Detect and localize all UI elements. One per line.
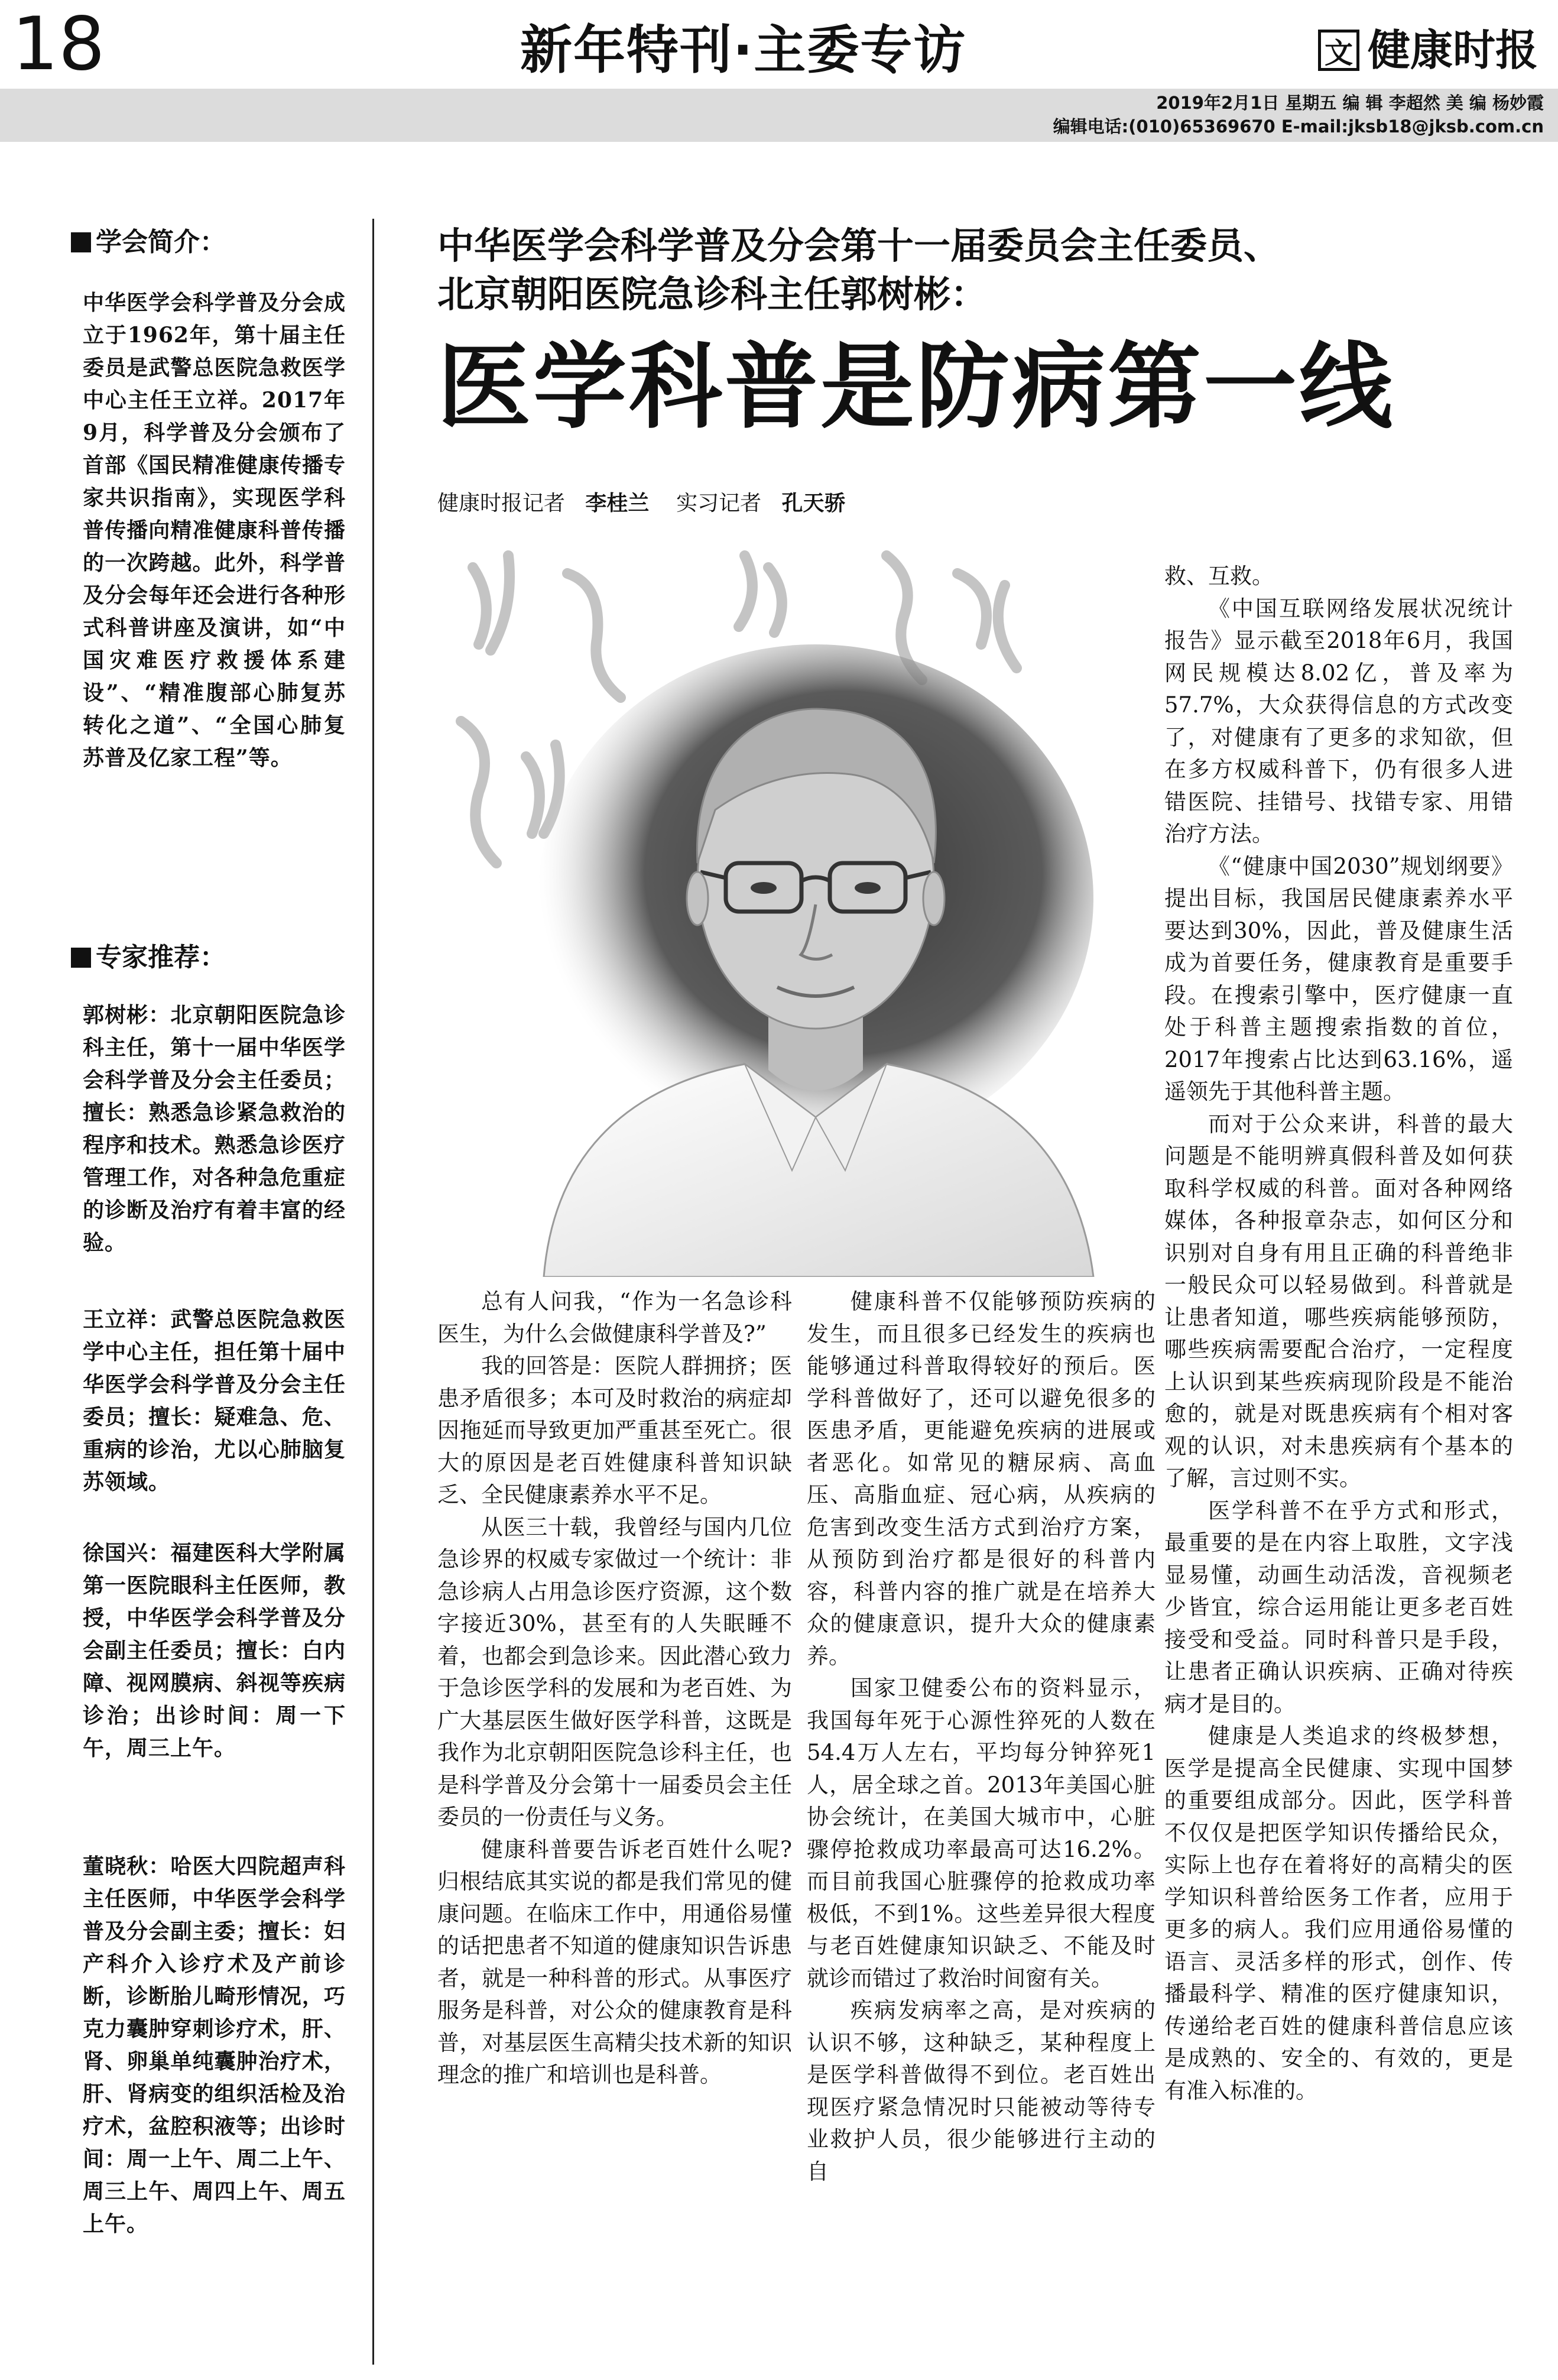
article-paragraph: 健康科普不仅能够预防疾病的发生，而且很多已经发生的疾病也能够通过科普取得较好的预后。医学科普做好了，还可以避免很多的医患矛盾，更能避免疾病的进展或者恶化。如常见的糖尿病、高血压、高脂血症、冠心病，从疾病的危害到改变生活方式到治疗方案，从预防到治疗都是很好的科普内容，科普内容的推广就是在培养大众的健康意识，提升大众的健康素养。: [807, 1289, 1155, 1669]
article-paragraph: 健康科普要告诉老百姓什么呢?归根结底其实说的都是我们常见的健康问题。在临床工作中，用通俗易懂的话把患者不知道的健康知识告诉患者，就是一种科普的形式。从事医疗服务是科普，对公众的健康教育是科普，对基层医生高精尖技术新的知识理念的推广和培训也是科普。: [437, 1836, 792, 2087]
kicker-line: 中华医学会科学普及分会第十一届委员会主任委员、: [437, 224, 1281, 267]
byline-name: 孔天骄: [781, 491, 846, 515]
article-paragraph: 健康是人类追求的终极梦想，医学是提高全民健康、实现中国梦的重要组成部分。因此，医学科普不仅仅是把医学知识传播给民众，实际上也存在着将好的高精尖的医学知识科普给医务工作者，应用于更多的病人。我们应用通俗易懂的语言、灵活多样的形式，创作、传播最科学、精准的医疗健康知识，传递给老百姓的健康科普信息应该是成熟的、安全的、有效的，更是有准入标准的。: [1164, 1723, 1513, 2103]
article-paragraph: 救、互救。: [1164, 563, 1274, 589]
portrait-photo: [437, 532, 1147, 1277]
article-paragraph: 而对于公众来讲，科普的最大问题是不能明辨真假科普及如何获取科学权威的科普。面对各种网络媒体，各种报章杂志，如何区分和识别对自身有用且正确的科普绝非一般民众可以轻易做到。科普就是让患者知道，哪些疾病能够预防，哪些疾病需要配合治疗，一定程度上认识到某些疾病现阶段是不能治愈的，就是对既患疾病有个相对客观的认识，对未患疾病有个基本的了解，言过则不实。: [1164, 1111, 1513, 1491]
experts-heading-text: 专家推荐：: [96, 942, 226, 972]
sidebar-divider: [372, 219, 374, 2365]
article-paragraph: 《“健康中国2030”规划纲要》提出目标，我国居民健康素养水平要达到30%，因此，普及健康生活成为首要任务，健康教育是重要手段。在搜索引擎中，医疗健康一直处于科普主题搜索指数的首位，2017年搜索占比达到63.16%，遥遥领先于其他科普主题。: [1164, 853, 1513, 1104]
byline-role: 实习记者: [676, 491, 762, 515]
expert-description: 武警总医院急救医学中心主任，担任第十届中华医学会科学普及分会主任委员；擅长：疑难急、危、重病的诊治，尤以心肺脑复苏领域。: [83, 1307, 346, 1494]
expert-name: 王立祥：: [83, 1307, 171, 1332]
logo-name: 健康时报: [1368, 25, 1538, 75]
society-intro-heading-text: 学会简介：: [96, 227, 226, 257]
expert-entry: [83, 1850, 346, 2240]
expert-name: 董晓秋：: [83, 1854, 171, 1879]
expert-name: 徐国兴：: [83, 1541, 171, 1565]
byline-role: 健康时报记者: [437, 491, 566, 515]
issue-date-editors: 2019年2月1日 星期五 编 辑 李超然 美 编 杨妙霞: [1156, 93, 1544, 113]
article-paragraph: 《中国互联网络发展状况统计报告》显示截至2018年6月，我国网民规模达8.02亿，普及率为57.7%，大众获得信息的方式改变了，对健康有了更多的求知欲，但在多方权威科普下，仍有很多人进错医院、挂错号、找错专家、用错治疗方法。: [1164, 595, 1513, 847]
experts-heading: [71, 940, 355, 975]
page-number: 18: [12, 2, 105, 87]
byline-name: 李桂兰: [585, 491, 650, 515]
article-paragraph: 从医三十载，我曾经与国内几位急诊界的权威专家做过一个统计：非急诊病人占用急诊医疗资源，这个数字接近30%，甚至有的人失眠睡不着，也都会到急诊来。因此潜心致力于急诊医学科的发展和为老百姓、为广大基层医生做好医学科普，这既是我作为北京朝阳医院急诊科主任，也是科学普及分会第十一届委员会主任委员的一份责任与义务。: [437, 1514, 792, 1830]
article-byline: [437, 486, 1265, 521]
expert-description: 福建医科大学附属第一医院眼科主任医师，教授，中华医学会科学普及分会副主任委员；擅长：白内障、视网膜病、斜视等疾病诊治；出诊时间：周一下午，周三上午。: [83, 1541, 346, 1760]
article-paragraph: 疾病发病率之高，是对疾病的认识不够，这种缺乏，某种程度上是医学科普做得不到位。老百姓出现医疗紧急情况时只能被动等待专业救护人员，很少能够进行主动的自: [807, 1998, 1155, 2184]
article-column-3: [1164, 560, 1513, 2107]
expert-entry: [83, 1304, 346, 1499]
article-paragraph: 国家卫健委公布的资料显示，我国每年死于心源性猝死的人数在54.4万人左右，平均每分钟猝死1人，居全球之首。2013年美国心脏协会统计，在美国大城市中，心脏骤停抢救成功率最高可达16.2%。而目前我国心脏骤停的抢救成功率极低，不到1%。这些差异很大程度与老百姓健康知识缺乏、不能及时就诊而错过了救治时间窗有关。: [807, 1675, 1155, 1991]
society-intro-text: 中华医学会科学普及分会成立于1962年，第十届主任委员是武警总医院急救医学中心主任王立祥。2017年9月，科学普及分会颁布了首部《国民精准健康传播专家共识指南》，实现医学科普传播向精准健康科普传播的一次跨越。此外，科学普及分会每年还会进行各种形式科普讲座及演讲，如“中国灾难医疗救援体系建设”、“精准腹部心肺复苏转化之道”、“全国心肺复苏普及亿家工程”等。: [83, 290, 346, 770]
editor-contact: 编辑电话:(010)65369670 E-mail:jksb18@jksb.com.cn: [1053, 116, 1544, 137]
expert-description: 哈医大四院超声科主任医师，中华医学会科学普及分会副主委；擅长：妇产科介入诊疗术及产前诊断，诊断胎儿畸形情况，巧克力囊肿穿刺诊疗术，肝、肾、卵巢单纯囊肿治疗术，肝、肾病变的组织活检及治疗术，盆腔积液等；出诊时间：周一上午、周二上午、周三上午、周四上午、周五上午。: [83, 1854, 346, 2236]
square-bullet-icon: [71, 232, 91, 252]
article-headline: 医学科普是防病第一线: [437, 333, 1395, 442]
article-paragraph: 医学科普不在乎方式和形式，最重要的是在内容上取胜，文字浅显易懂，动画生动活泼，音视频老少皆宜，综合运用能让更多老百姓接受和受益。同时科普只是手段，让患者正确认识疾病、正确对待疾病才是目的。: [1164, 1497, 1513, 1717]
article-column-1: [437, 1286, 792, 2092]
section-title: 新年特刊·主委专访: [520, 20, 967, 80]
kicker-line: 北京朝阳医院急诊科主任郭树彬：: [437, 273, 988, 316]
logo-mark-icon: 文: [1318, 30, 1359, 71]
newspaper-logo: [1318, 18, 1549, 83]
article-kicker: [437, 222, 1419, 319]
article-paragraph: 总有人问我，“作为一名急诊科医生，为什么会做健康科学普及?”: [437, 1289, 792, 1347]
expert-name: 郭树彬：: [83, 1003, 171, 1027]
society-intro-heading: [71, 225, 355, 260]
expert-entry: [83, 1537, 346, 1765]
expert-entry: [83, 999, 346, 1259]
article-paragraph: 我的回答是：医院人群拥挤；医患矛盾很多；本可及时救治的病症却因拖延而导致更加严重甚至死亡。很大的原因是老百姓健康科普知识缺乏、全民健康素养水平不足。: [437, 1353, 792, 1507]
square-bullet-icon: [71, 948, 91, 968]
article-column-2: [807, 1286, 1155, 2188]
expert-description: 北京朝阳医院急诊科主任，第十一届中华医学会科学普及分会主任委员；擅长：熟悉急诊紧急救治的程序和技术。熟悉急诊医疗管理工作，对各种急危重症的诊断及治疗有着丰富的经验。: [83, 1003, 346, 1255]
